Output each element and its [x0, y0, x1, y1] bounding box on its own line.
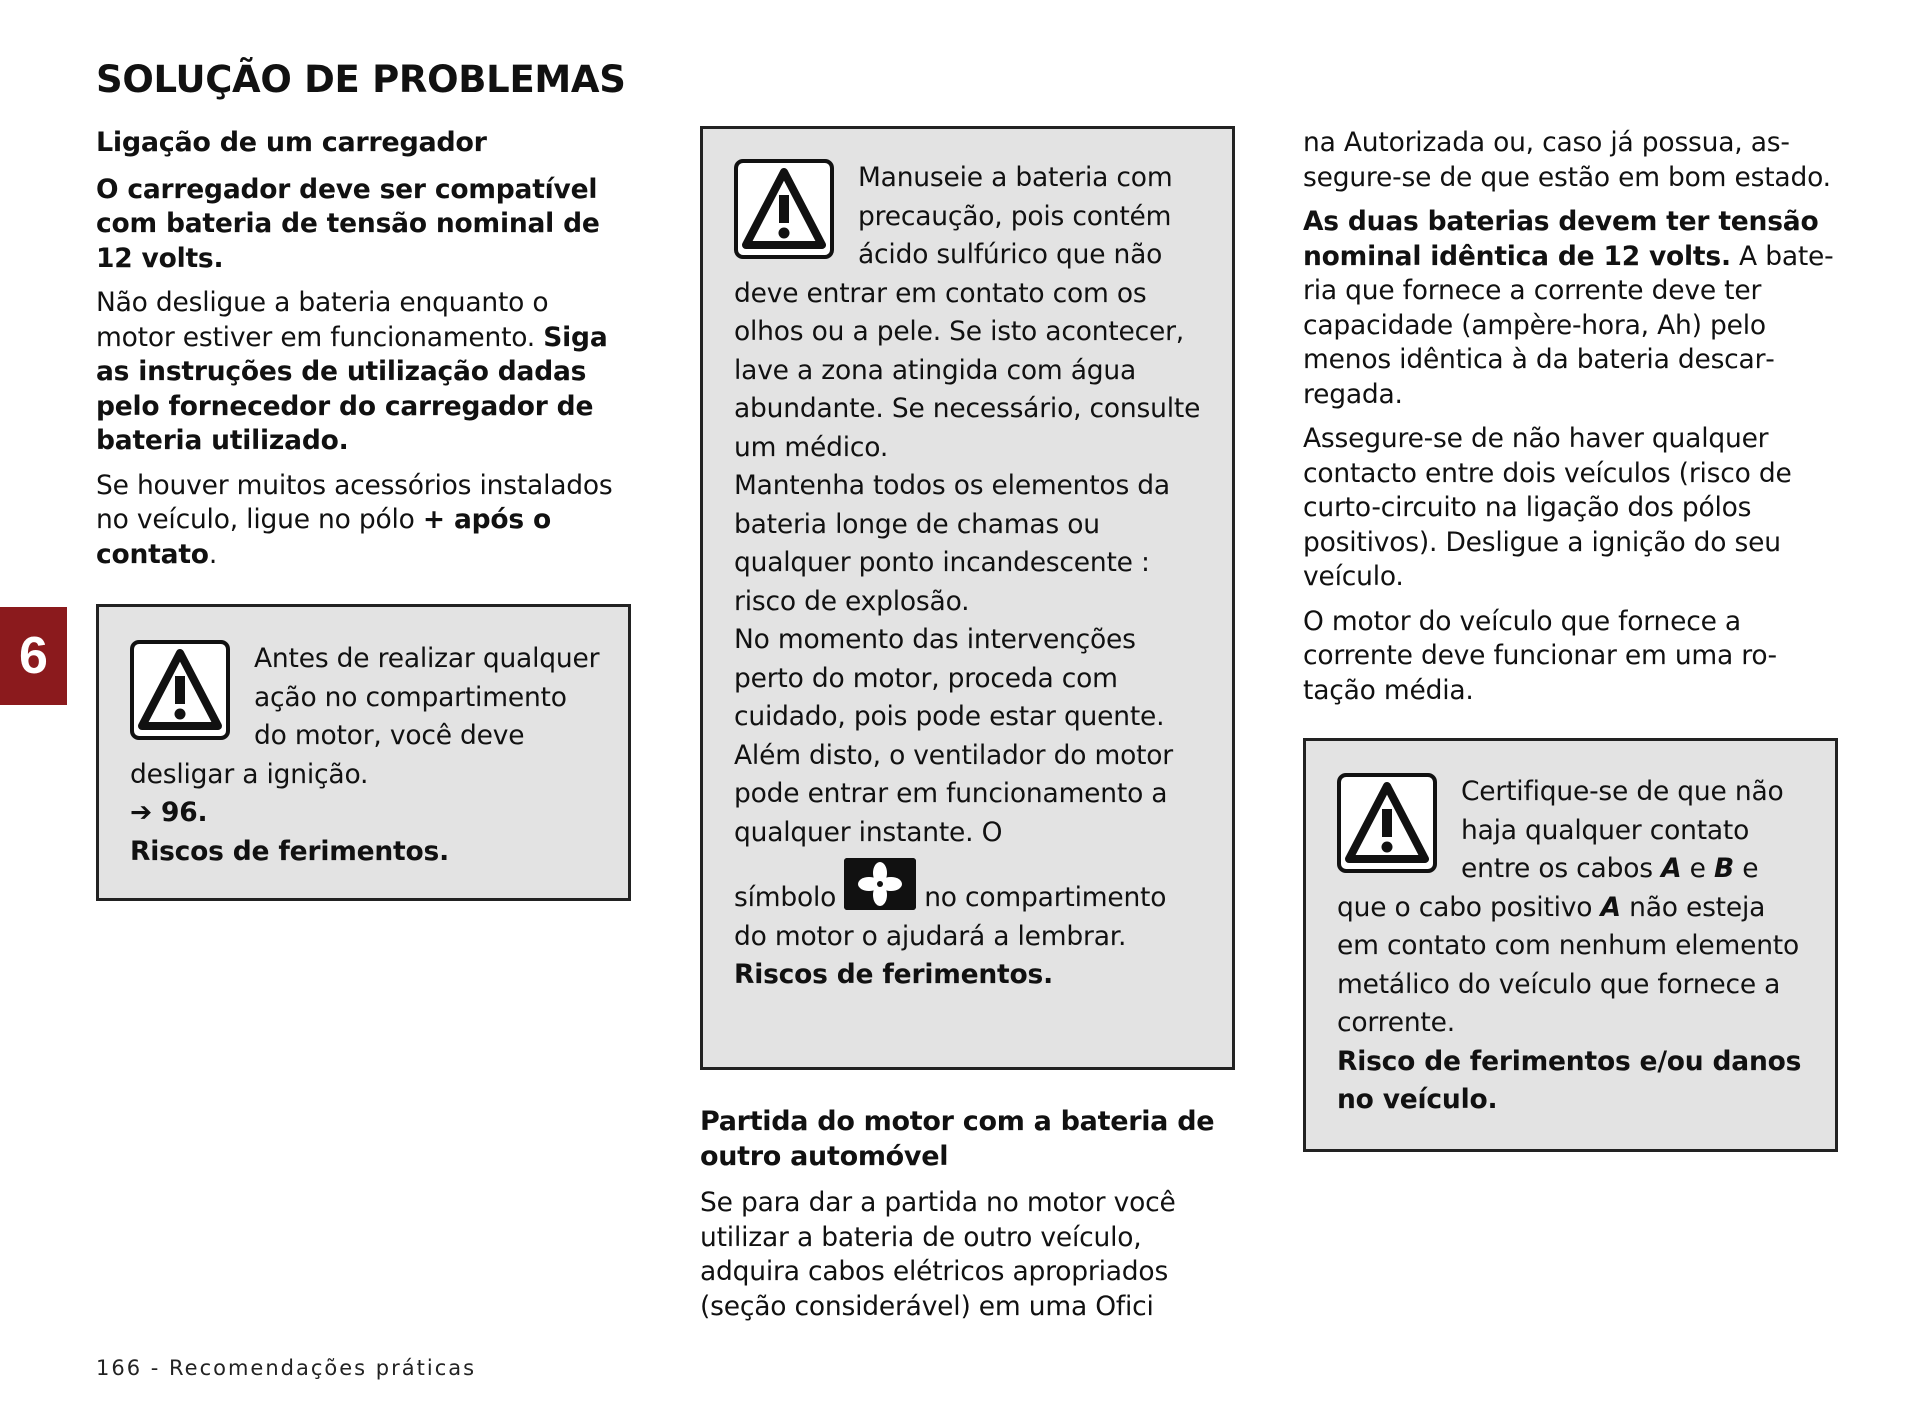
- warning-triangle-icon: [1337, 773, 1437, 873]
- cable-label-a: A: [1661, 853, 1682, 884]
- warning-bold-injury: Riscos de ferimentos.: [130, 835, 449, 867]
- warning-text-symbol: símbolo no compartimento do motor o ajudará a lembrar.: [734, 858, 1206, 956]
- chapter-tab: 6: [0, 607, 67, 705]
- warning-bold-damage: Risco de ferimentos e/ou danos no veículo.: [1337, 1045, 1802, 1115]
- warning-text-flames: Mantenha todos os elementos da bateria longe de chamas ou qualquer ponto incandescente : risco de explosão.: [734, 470, 1170, 617]
- cable-label-a: A: [1600, 891, 1621, 923]
- column-3: [1303, 126, 1838, 1152]
- warning-triangle-icon: [130, 640, 230, 740]
- section-heading-charger: Ligação de um carregador: [96, 127, 487, 158]
- column-1: [96, 126, 631, 901]
- warning-bold-injury: Riscos de ferimentos.: [734, 959, 1053, 990]
- paragraph-charger-compat: O carregador deve ser compatível com bateria de tensão nominal de 12 volts.: [96, 173, 600, 274]
- page-footer: 166 - Recomendações práticas: [96, 1356, 477, 1380]
- cable-label-b: B: [1713, 853, 1734, 884]
- paragraph-do-not-disconnect: Não desligue a bateria enquanto o motor estiver em funcionamento. Siga as instruções de utilização dadas pelo fornecedor do carregador de bateria utilizado.: [96, 287, 608, 456]
- warning-ref: ➔ 96.: [130, 797, 208, 828]
- paragraph-jump-start: Se para dar a partida no motor você utilizar a bateria de outro veículo, adquira cabos elétricos apropriados (seção considerável) em uma Ofici: [700, 1187, 1176, 1322]
- page-title: SOLUÇÃO DE PROBLEMAS: [96, 58, 626, 101]
- paragraph-no-contact: Assegure-se de não haver qualquer contacto entre dois veículos (risco de curto-circuito na ligação dos pólos positivos). Desligue a ignição do seu veículo.: [1303, 423, 1792, 592]
- fan-icon: [844, 858, 916, 910]
- paragraph-voltage: As duas baterias devem ter tensão nominal idêntica de 12 volts. A bateria que fornece a corrente deve ter capacidade (ampère-hora, Ah) pelo menos idêntica à da bateria descarregada.: [1303, 206, 1834, 410]
- warning-text-ignition: Antes de realizar qualquer ação no compartimento do motor, você deve desligar a ignição.: [130, 643, 600, 790]
- warning-text-acid: Manuseie a bateria com precaução, pois contém ácido sulfúrico que não deve entrar em contato com os olhos ou a pele. Se isto acontecer, lave a zona atingida com água abundante. Se necessário, consulte um médico.: [734, 162, 1201, 463]
- paragraph-accessories: Se houver muitos acessórios instalados no veículo, ligue no pólo + após o contato.: [96, 469, 613, 570]
- paragraph-cables-state: na Autorizada ou, caso já possua, assegure-se de que estão em bom estado.: [1303, 127, 1831, 193]
- warning-text-engine-hot: No momento das intervenções perto do motor, proceda com cuidado, pois pode estar quente. Além disto, o ventilador do motor pode entrar em funcionamento a qualquer instante. O: [734, 624, 1173, 848]
- section-heading-jump-start: Partida do motor com a bateria de outro automóvel: [700, 1106, 1215, 1172]
- paragraph-engine-speed: O motor do veículo que fornece a corrente deve funcionar em uma rotação média.: [1303, 605, 1777, 706]
- warning-box-battery-acid: [700, 126, 1235, 1070]
- warning-box-cables: [1303, 738, 1838, 1152]
- warning-text-cables: Certifique-se de que não haja qualquer contato entre os cabos A e B e que o cabo positivo A não esteja em contato com nenhum elemento metálico do veículo que fornece a corrente.: [1337, 776, 1800, 1038]
- warning-triangle-icon: [734, 159, 834, 259]
- column-2: [700, 126, 1235, 1334]
- warning-box-ignition: [96, 604, 631, 901]
